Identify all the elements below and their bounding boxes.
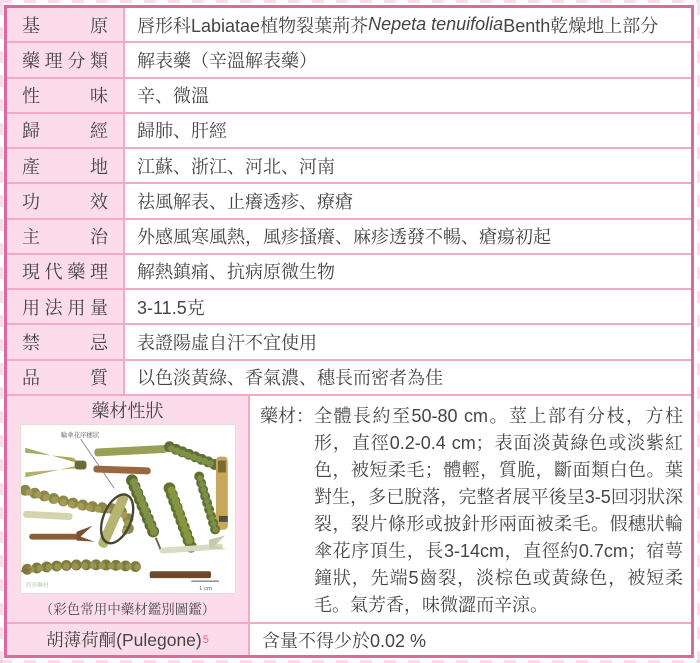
row-value: 表證陽虛自汗不宜使用 — [137, 333, 317, 354]
table-row — [7, 43, 691, 78]
row-label: 功效 — [22, 191, 108, 212]
row-label: 禁忌 — [22, 333, 108, 354]
page-edge-top — [0, 0, 700, 3]
origin-text-post: Benth乾燥地上部分 — [503, 15, 659, 36]
herb-spike — [169, 488, 191, 547]
row-label-cell — [7, 149, 125, 182]
table-row — [7, 220, 691, 255]
row-label-cell — [7, 255, 125, 288]
specimen-photo — [20, 424, 236, 594]
row-label: 基原 — [22, 15, 108, 36]
table-row — [7, 149, 691, 184]
herb-spike — [21, 565, 144, 571]
row-label-cell — [7, 114, 125, 147]
row-value: 歸肺、肝經 — [137, 121, 227, 142]
herb-spike — [199, 476, 217, 535]
scale-label: 1 cm — [198, 586, 212, 593]
specimen-header: 藥材性狀 — [91, 401, 164, 421]
row-label: 品質 — [22, 368, 108, 389]
photo-annotation-label: 輪傘花序穗狀 — [60, 431, 99, 439]
row-label: 歸經 — [22, 121, 108, 142]
table-row — [7, 255, 691, 290]
herb-stem — [149, 571, 210, 578]
table-row-origin — [7, 8, 691, 43]
description-text: 全體長約至50-80 cm。莖上部有分枝，方柱形，直徑0.2-0.4 cm；表面淡黃綠色或淡紫紅色，被短柔毛；體輕，質脆，斷面類白色。葉對生，多已脫落，完整者展平後呈3-5回羽狀深裂，裂片條形或披針形兩面被柔毛。假穗狀輪傘花序頂生，長3-14cm，直徑約0.7cm；宿萼鐘狀，先端5齒裂，淡棕色或黃綠色，被短柔毛。氣芳香，味微澀而辛涼。 — [314, 406, 683, 615]
row-label: 性味 — [22, 86, 108, 107]
row-value: 解表藥（辛溫解表藥） — [137, 50, 317, 71]
row-label-cell — [7, 290, 125, 323]
herb-stem — [23, 511, 73, 520]
herb-stem — [93, 466, 151, 475]
row-label: 藥理分類 — [22, 50, 108, 71]
herb-stem — [29, 526, 94, 542]
specimen-description-cell — [250, 396, 691, 622]
herb-stem — [215, 457, 227, 530]
row-label: 主治 — [22, 227, 108, 248]
row-value: 辛、微溫 — [137, 86, 209, 107]
row-label-cell — [7, 220, 125, 253]
marker-name-cell: 胡薄荷酮(Pulegone) 5 — [7, 624, 250, 655]
row-label-cell — [7, 325, 125, 358]
photo-watermark: 荊芥藥材 — [24, 583, 49, 590]
row-value: 外感風寒風熱，風疹搔癢、麻疹透發不暢、瘡瘍初起 — [137, 227, 551, 248]
herb-stem — [25, 448, 86, 478]
row-value: 以色淡黃綠、香氣濃、穗長而密者為佳 — [137, 368, 443, 389]
origin-text-pre: 唇形科Labiatae植物裂葉荊芥 — [137, 15, 369, 36]
row-label-cell — [7, 184, 125, 217]
table-row — [7, 290, 691, 325]
marker-row — [7, 624, 691, 655]
table-row — [7, 79, 691, 114]
herb-photo-illustration — [21, 425, 235, 593]
row-value: 祛風解表、止癢透疹、療瘡 — [137, 191, 353, 212]
marker-value: 含量不得少於0.02 % — [262, 630, 427, 651]
row-value: 江蘇、浙江、河北、河南 — [137, 156, 335, 177]
herb-monograph-table — [4, 5, 694, 658]
origin-species-name: Nepeta tenuifolia — [368, 14, 504, 35]
row-label-cell — [7, 361, 125, 394]
row-label-cell — [7, 43, 125, 76]
row-value — [125, 8, 691, 41]
row-label: 用法用量 — [22, 297, 108, 318]
page-edge-left — [0, 0, 3, 663]
herb-stem — [94, 445, 167, 457]
table-row — [7, 184, 691, 219]
row-label: 現代藥理 — [22, 262, 108, 283]
row-value: 解熱鎮痛、抗病原微生物 — [137, 262, 335, 283]
specimen-photo-cell — [7, 396, 250, 622]
description-label: 藥材： — [260, 406, 314, 426]
specimen-section — [7, 396, 691, 624]
specimen-caption: （彩色常用中藥材鑑別圖鑑） — [39, 602, 216, 617]
marker-name: 胡薄荷酮(Pulegone) — [46, 630, 202, 650]
table-row — [7, 361, 691, 396]
row-value: 3-11.5克 — [137, 297, 205, 318]
table-row — [7, 325, 691, 360]
row-label: 產地 — [22, 156, 108, 177]
row-label-cell — [7, 8, 125, 41]
table-row — [7, 114, 691, 149]
herb-spike — [169, 447, 214, 465]
herb-spike — [131, 480, 160, 549]
row-label-cell — [7, 79, 125, 112]
attribute-rows — [7, 8, 691, 396]
